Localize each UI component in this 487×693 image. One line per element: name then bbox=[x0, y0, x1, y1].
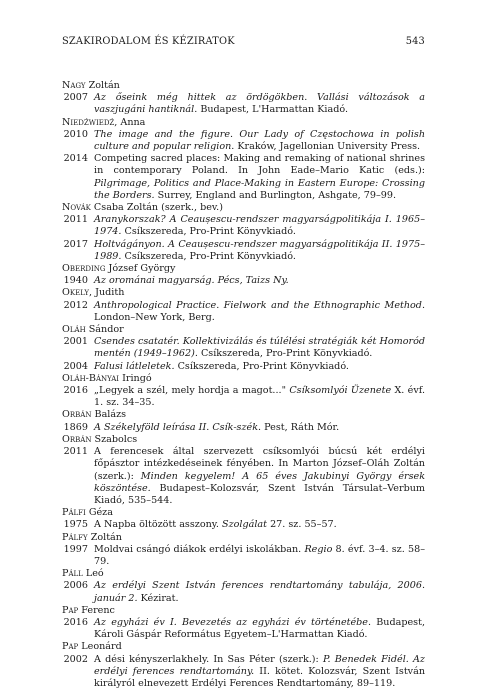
author-block bbox=[62, 568, 425, 605]
author-surname: Pálfy bbox=[62, 531, 88, 543]
author-name bbox=[62, 80, 425, 92]
author-block bbox=[62, 373, 425, 410]
author-given-name: , Judith bbox=[89, 287, 125, 299]
entry-text-segment: London–New York, Berg. bbox=[94, 311, 215, 323]
bibliography-entry bbox=[62, 239, 425, 263]
bibliography-entry bbox=[62, 544, 425, 568]
entry-title-italic: The image and the figure. Our Lady of Częstochowa in polish culture and popular religion. bbox=[94, 128, 425, 153]
author-name bbox=[62, 568, 425, 580]
entry-year: 2017 bbox=[63, 238, 88, 250]
author-given-name: Leonárd bbox=[78, 641, 122, 653]
entry-title-italic: Az őseink még hittek az ördögökben. Vallási változások a vaszjugáni hantiknál. bbox=[94, 92, 425, 116]
author-given-name: Zoltán bbox=[85, 80, 120, 91]
entry-text-segment: Csíkszereda, Pro-Print Könyvkiadó. bbox=[197, 348, 373, 360]
author-surname: Orbán bbox=[62, 433, 92, 445]
author-name bbox=[62, 532, 425, 544]
entry-text bbox=[94, 300, 425, 324]
bibliography-entry bbox=[62, 422, 425, 434]
entry-text bbox=[94, 153, 425, 202]
bibliography-entry bbox=[62, 654, 425, 691]
author-name bbox=[62, 507, 425, 519]
entry-text-segment: Csíkszereda, Pro-Print Könyvkiadó. bbox=[121, 226, 296, 238]
author-block bbox=[62, 409, 425, 433]
entry-text-segment: Kraków, Jagellonian University Press. bbox=[234, 141, 421, 153]
entry-year: 1940 bbox=[63, 275, 88, 287]
entry-year: 2011 bbox=[63, 446, 88, 458]
entry-text bbox=[94, 544, 425, 568]
author-block bbox=[62, 532, 425, 569]
entry-text bbox=[94, 446, 425, 507]
entry-text bbox=[94, 275, 425, 287]
author-surname: Pap bbox=[62, 604, 79, 616]
running-title: SZAKIRODALOM ÉS KÉZIRATOK bbox=[62, 36, 235, 47]
bibliography-entry bbox=[62, 300, 425, 324]
author-given-name: Zoltán bbox=[87, 531, 122, 543]
entry-title-italic: P. Benedek Fidél. Az erdélyi ferences rendtartomány. bbox=[94, 653, 425, 677]
bibliography-entry bbox=[62, 129, 425, 153]
author-surname: Orbán bbox=[62, 409, 92, 421]
bibliography-entry bbox=[62, 92, 425, 116]
entry-title-italic: Csendes csatatér. Kollektivizálás és túlélési stratégiák két Homoród mentén (1949–1962). bbox=[94, 336, 425, 360]
author-given-name: Szabolcs bbox=[91, 433, 138, 445]
entry-text-segment: Surrey, England and Burlington, Ashgate, 79–99. bbox=[154, 189, 396, 201]
entry-text-segment: II. kötet. Kolozsvár, Szent István királyról elnevezett Erdélyi Ferences Rendtartomány, 89–119. bbox=[94, 665, 426, 689]
entry-text-segment: Competing sacred places: Making and remaking of national shrines in contemporary Poland. In John Eade–Mario Katic (eds.): bbox=[94, 153, 425, 177]
entry-title-italic: Pilgrimage, Politics and Place-Making in Eastern Europe: Crossing the Borders. bbox=[94, 177, 425, 201]
entry-year: 2006 bbox=[63, 580, 88, 592]
entry-text-segment: 8. évf. 3–4. sz. 58–79. bbox=[94, 543, 426, 567]
author-block bbox=[62, 324, 425, 373]
entry-title-italic: Regio bbox=[304, 543, 333, 555]
entry-text-segment: Pest, Ráth Mór. bbox=[261, 421, 340, 433]
author-block bbox=[62, 202, 425, 263]
bibliography-list bbox=[62, 80, 425, 690]
author-surname: Oláh bbox=[62, 324, 86, 336]
bibliography-entry bbox=[62, 385, 425, 409]
bibliography-entry bbox=[62, 336, 425, 360]
author-block bbox=[62, 641, 425, 690]
entry-text-segment: „Legyek a szél, mely hordja a magot..." bbox=[94, 385, 290, 397]
entry-title-italic: Anthropological Practice. Fielwork and the Ethnographic Method. bbox=[94, 299, 425, 311]
bibliography-entry bbox=[62, 617, 425, 641]
author-block bbox=[62, 117, 425, 202]
entry-year: 2007 bbox=[63, 92, 88, 104]
entry-text-segment: Budapest, Károli Gáspár Református Egyetem–L'Harmattan Kiadó. bbox=[94, 616, 425, 641]
entry-text-segment: Moldvai csángó diákok erdélyi iskolákban. bbox=[94, 543, 305, 555]
author-name bbox=[62, 287, 425, 299]
entry-year: 1869 bbox=[63, 421, 88, 433]
entry-text bbox=[94, 385, 425, 409]
entry-text-segment: Kézirat. bbox=[137, 592, 179, 604]
author-name bbox=[62, 324, 425, 336]
entry-text-segment: X. évf. 1. sz. 34–35. bbox=[94, 385, 426, 409]
entry-year: 1997 bbox=[63, 543, 88, 555]
bibliography-entry bbox=[62, 275, 425, 287]
author-surname: Pap bbox=[62, 641, 79, 653]
author-surname: Oláh-Bányai bbox=[62, 372, 120, 384]
entry-text bbox=[94, 214, 425, 238]
entry-year: 2014 bbox=[63, 153, 88, 165]
entry-title-italic: Minden kegyelem! A 65 éves Jakubinyi György érsek köszöntése. bbox=[94, 470, 426, 494]
entry-year: 1975 bbox=[63, 519, 88, 531]
bibliography-entry bbox=[62, 580, 425, 604]
entry-title-italic: Aranykorszak? A Ceaușescu-rendszer magyarságpolitikája I. 1965–1974. bbox=[94, 214, 425, 238]
entry-year: 2010 bbox=[63, 128, 88, 140]
author-name bbox=[62, 641, 425, 653]
entry-text-segment: A Napba öltözött asszony. bbox=[94, 519, 223, 531]
author-name bbox=[62, 117, 425, 129]
entry-year: 2016 bbox=[63, 385, 88, 397]
author-given-name: Iringó bbox=[119, 372, 152, 384]
author-given-name: Sándor bbox=[85, 324, 124, 336]
author-name bbox=[62, 373, 425, 385]
author-surname: Oberding bbox=[62, 263, 106, 275]
entry-title-italic: Szolgálat bbox=[222, 519, 268, 531]
entry-title-italic: Az orománai magyarság. Pécs, Taizs Ny. bbox=[94, 275, 289, 287]
entry-title-italic: Falusi látleletek. bbox=[94, 360, 175, 372]
entry-year: 2004 bbox=[63, 360, 88, 372]
entry-year: 2012 bbox=[63, 299, 88, 311]
author-block bbox=[62, 605, 425, 642]
author-surname: Okely bbox=[62, 287, 90, 299]
bibliography-entry bbox=[62, 519, 425, 531]
bibliography-entry bbox=[62, 446, 425, 507]
entry-title-italic: Holtvágányon. A Ceaușescu-rendszer magyarságpolitikája II. 1975–1989. bbox=[94, 238, 425, 262]
entry-text-segment: Csíkszereda, Pro-Print Könyvkiadó. bbox=[121, 250, 296, 262]
entry-text-segment: A dési kényszerlakhely. In Sas Péter (szerk.): bbox=[94, 653, 323, 665]
author-name bbox=[62, 202, 425, 214]
entry-text-segment: Csíkszereda, Pro-Print Könyvkiadó. bbox=[174, 360, 349, 372]
author-surname: Páll bbox=[62, 568, 83, 580]
entry-year: 2001 bbox=[63, 336, 88, 348]
entry-text bbox=[94, 239, 425, 263]
entry-text bbox=[94, 519, 425, 531]
entry-text bbox=[94, 580, 425, 604]
entry-text-segment: 27. sz. 55–57. bbox=[267, 519, 337, 531]
author-block bbox=[62, 80, 425, 117]
author-block bbox=[62, 263, 425, 287]
entry-text-segment: A ferencesek által szervezett csíksomlyói búcsú két erdélyi főpásztor intézkedéseinek fényében. In Marton József–Oláh Zoltán (szerk.): bbox=[94, 446, 425, 482]
bibliography-entry bbox=[62, 214, 425, 238]
entry-text bbox=[94, 361, 425, 373]
entry-text bbox=[94, 129, 425, 153]
author-block bbox=[62, 434, 425, 507]
author-name bbox=[62, 434, 425, 446]
entry-title-italic: Az egyházi év I. Bevezetés az egyházi év történetébe. bbox=[94, 616, 372, 628]
running-header bbox=[62, 36, 425, 48]
entry-year: 2011 bbox=[63, 214, 88, 226]
author-block bbox=[62, 507, 425, 531]
author-given-name: Leó bbox=[82, 568, 104, 580]
author-surname: Nagy bbox=[62, 80, 86, 91]
author-given-name: , Anna bbox=[114, 116, 146, 128]
author-name bbox=[62, 605, 425, 617]
entry-text-segment: Budapest–Kolozsvár, Szent István Társulat–Verbum Kiadó, 535–544. bbox=[94, 482, 425, 506]
entry-text bbox=[94, 654, 425, 691]
bibliography-entry bbox=[62, 361, 425, 373]
entry-text bbox=[94, 336, 425, 360]
author-given-name: Balázs bbox=[91, 409, 127, 421]
author-given-name: Csaba Zoltán (szerk., bev.) bbox=[90, 202, 223, 214]
author-name bbox=[62, 263, 425, 275]
entry-year: 2002 bbox=[63, 653, 88, 665]
page-number: 543 bbox=[405, 36, 425, 47]
author-surname: Niedźwiedź bbox=[62, 116, 115, 128]
entry-text-segment: Budapest, L'Harmattan Kiadó. bbox=[197, 104, 349, 116]
entry-text bbox=[94, 617, 425, 641]
author-given-name: József György bbox=[105, 263, 176, 275]
author-name bbox=[62, 409, 425, 421]
author-surname: Pálfi bbox=[62, 507, 86, 519]
entry-title-italic: Csíksomlyói Üzenete bbox=[289, 385, 392, 397]
author-given-name: Ferenc bbox=[78, 604, 115, 616]
author-given-name: Géza bbox=[85, 507, 113, 519]
author-surname: Novák bbox=[62, 202, 91, 214]
author-block bbox=[62, 287, 425, 324]
entry-text bbox=[94, 422, 425, 434]
entry-title-italic: Az erdélyi Szent István ferences rendtartomány tabulája, 2006. január 2. bbox=[94, 580, 425, 604]
entry-title-italic: A Székelyföld leírása II. Csík-szék. bbox=[94, 421, 262, 433]
bibliography-entry bbox=[62, 153, 425, 202]
entry-text bbox=[94, 92, 425, 116]
entry-year: 2016 bbox=[63, 616, 88, 628]
